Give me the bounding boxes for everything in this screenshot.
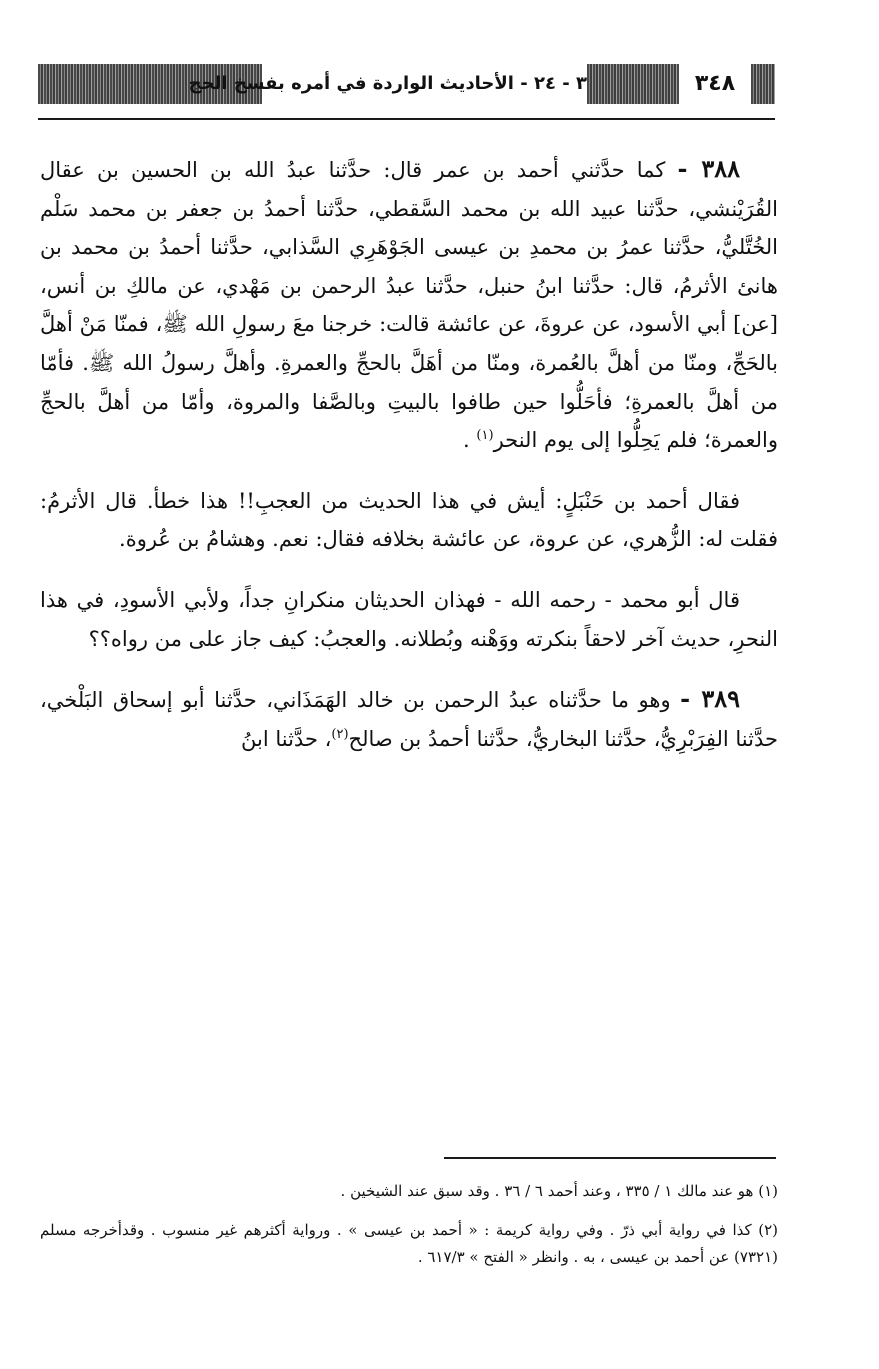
hadith-text: وهو ما حدَّثناه عبدُ الرحمن بن خالد الهَمَذَاني، حدَّثنا أبو إسحاق البَلْخي، حدَّثنا الفِرَبْرِيُّ، حدَّثنا البخاريُّ، حدَّثنا أحمدُ بن صالح (40, 688, 778, 751)
hadith-number: ٣٨٨ - (677, 154, 740, 183)
hadith-text-continued: ، حدَّثنا ابنُ (241, 726, 332, 751)
footnote-1: (١) هو عند مالك ١ / ٣٣٥ ، وعند أحمد ٦ / ٣٦ . وقد سبق عند الشيخين . (340, 1182, 778, 1200)
main-text (40, 150, 778, 758)
header-shading-middle (587, 64, 679, 104)
footnotes (40, 1178, 778, 1271)
hadith-text: كما حدَّثني أحمد بن عمر قال: حدَّثنا عبدُ الله بن الحسين بن عقال القُرَيْنشي، حدَّثنا عبيد الله بن محمد السَّقطي، حدَّثنا أحمدُ بن جعفر بن محمد سَلْم الخُتَّليُّ، حدَّثنا عمرُ بن محمدِ بن عيسى الجَوْهَرِي السَّذابي، حدَّثنا أحمدُ بن محمد بن هانئ الأثرمُ، قال: حدَّثنا ابنُ حنبل، حدَّثنا عبدُ الرحمن بن مَهْدي، عن مالكِ بن أنس، [عن] أبي الأسود، عن عروةَ، عن عائشة قالت: خرجنا معَ رسولِ الله ﷺ، فمنّا مَنْ أهلَّ بالحَجِّ، ومنّا من أهلَّ بالعُمرة، ومنّا من أهَلَّ بالحجِّ والعمرةِ. وأهلَّ رسولُ الله ﷺ. فأمّا من أهلَّ بالعمرةِ؛ فأحَلُّوا حين طافوا بالبيتِ وبالصَّفا والمروة، وأمّا من أهلَّ بالحجِّ والعمرة؛ فلم يَحِلُّوا إلى يوم النحر (40, 158, 778, 453)
paragraph-ibn-hanbal: فقال أحمد بن حَنْبَلٍ: أيش في هذا الحديث من العجبِ!! هذا خطأ. قال الأثرمُ: فقلت له: الزُّهري، عن عروة، عن عائشة بخلافه فقال: نعم. وهشامُ بن عُروة. (40, 488, 778, 552)
chapter-title: ٣ - ٢٤ - الأحاديث الواردة في أمره بفسخ الحج (188, 73, 587, 94)
footnote-rule (444, 1157, 776, 1159)
hadith-389 (40, 680, 778, 758)
header-rule (38, 118, 775, 120)
page-number: ٣٤٨ (694, 71, 736, 96)
footnote-marker: (٢) (331, 726, 349, 742)
paragraph-abu-muhammad: قال أبو محمد - رحمه الله - فهذان الحديثان منكرانِ جداً، ولأبي الأسودِ، في هذا النحرِ، حديث آخر لاحقاً بنكرته ووَهْنه وبُطلانه. والعجبُ: كيف جاز على من رواه؟؟ (40, 587, 778, 651)
header-shading-right (751, 64, 775, 104)
hadith-388 (40, 150, 778, 460)
sentence-end: . (463, 428, 470, 453)
footnote-marker: (١) (476, 428, 494, 444)
running-header (38, 58, 775, 116)
hadith-number: ٣٨٩ - (680, 684, 740, 714)
footnote-2: (٢) كذا في رواية أبي ذرّ . وفي رواية كريمة : « أحمد بن عيسى » . ورواية أكثرهم غير منسوب . وقدأخرجه مسلم (٧٣٢١) عن أحمد بن عيسى ، به . وانظر « الفتح » ٦١٧/٣ . (40, 1221, 778, 1266)
